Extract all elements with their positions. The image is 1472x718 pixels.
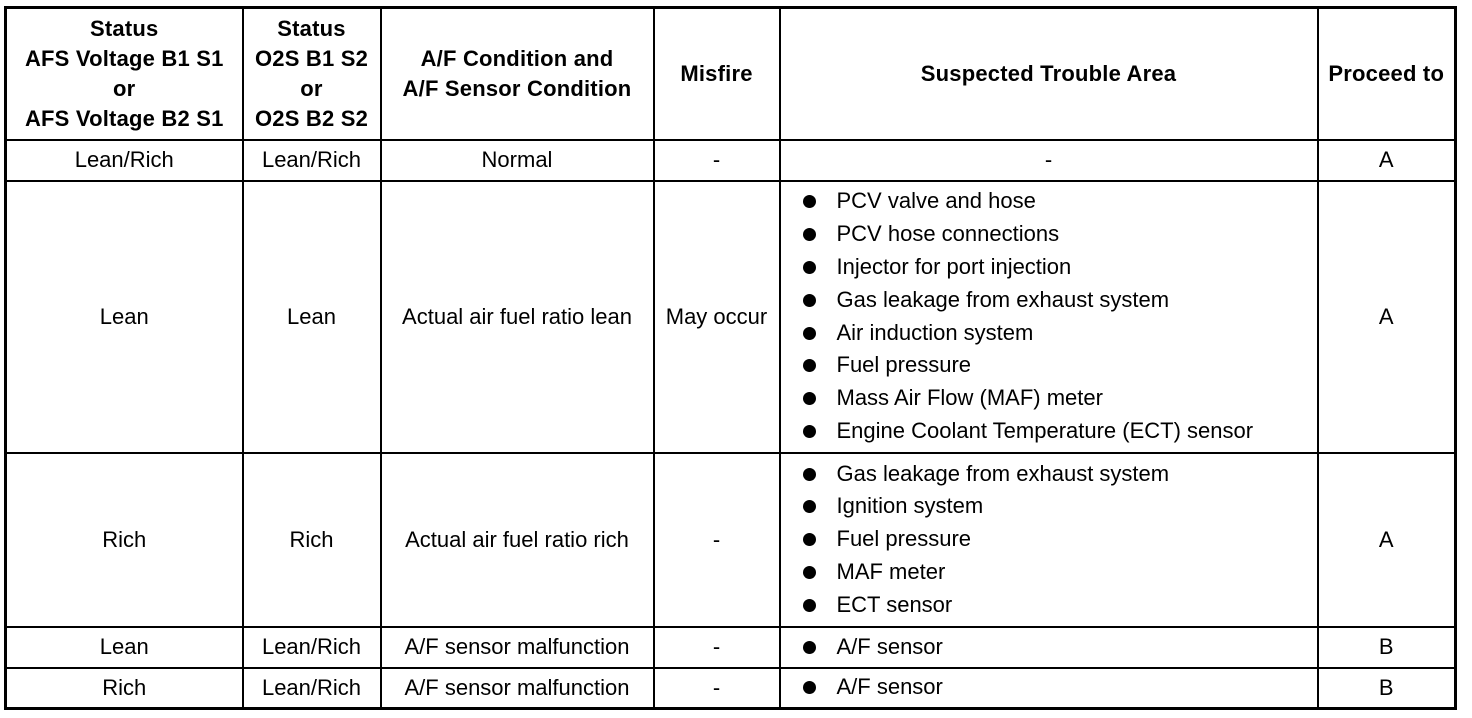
header-misfire: Misfire xyxy=(654,8,780,140)
bullet-icon xyxy=(803,294,816,307)
cell-condition: Actual air fuel ratio lean xyxy=(381,181,654,453)
cell-trouble-area xyxy=(780,627,1318,668)
cell-afs: Rich xyxy=(6,668,243,709)
trouble-item-label: ECT sensor xyxy=(836,591,953,617)
trouble-item-label: Gas leakage from exhaust system xyxy=(836,286,1170,312)
cell-condition: A/F sensor malfunction xyxy=(381,627,654,668)
trouble-item xyxy=(803,284,1313,317)
trouble-item-label: Fuel pressure xyxy=(836,526,972,552)
cell-afs: Rich xyxy=(6,453,243,627)
trouble-item xyxy=(803,671,1313,704)
trouble-item xyxy=(803,631,1313,664)
trouble-list xyxy=(803,631,1313,664)
trouble-item xyxy=(803,185,1313,218)
header-o2s: Status O2S B1 S2 or O2S B2 S2 xyxy=(243,8,381,140)
cell-o2s: Lean xyxy=(243,181,381,453)
cell-afs: Lean/Rich xyxy=(6,140,243,181)
trouble-list xyxy=(803,671,1313,704)
cell-proceed: B xyxy=(1318,627,1456,668)
bullet-icon xyxy=(803,641,816,654)
trouble-table-wrapper xyxy=(4,6,1457,710)
trouble-item xyxy=(803,251,1313,284)
bullet-icon xyxy=(803,468,816,481)
trouble-item xyxy=(803,589,1313,622)
cell-proceed: B xyxy=(1318,668,1456,709)
trouble-item-label: Engine Coolant Temperature (ECT) sensor xyxy=(836,417,1254,443)
trouble-item xyxy=(803,490,1313,523)
trouble-item-label: PCV hose connections xyxy=(836,221,1060,247)
cell-trouble-area xyxy=(780,668,1318,709)
cell-misfire: - xyxy=(654,140,780,181)
trouble-item-label: Air induction system xyxy=(836,319,1034,345)
bullet-icon xyxy=(803,392,816,405)
trouble-item xyxy=(803,458,1313,491)
header-afs-voltage: Status AFS Voltage B1 S1 or AFS Voltage B2 S1 xyxy=(6,8,243,140)
cell-afs: Lean xyxy=(6,181,243,453)
bullet-icon xyxy=(803,327,816,340)
table-row xyxy=(6,668,1456,709)
table-row xyxy=(6,453,1456,627)
bullet-icon xyxy=(803,681,816,694)
trouble-item-label: Gas leakage from exhaust system xyxy=(836,460,1170,486)
trouble-item xyxy=(803,218,1313,251)
bullet-icon xyxy=(803,228,816,241)
header-proceed-to: Proceed to xyxy=(1318,8,1456,140)
trouble-item-label: Injector for port injection xyxy=(836,253,1072,279)
bullet-icon xyxy=(803,500,816,513)
cell-condition: Actual air fuel ratio rich xyxy=(381,453,654,627)
trouble-item-label: Mass Air Flow (MAF) meter xyxy=(836,385,1103,411)
header-row xyxy=(6,8,1456,140)
bullet-icon xyxy=(803,599,816,612)
cell-o2s: Lean/Rich xyxy=(243,668,381,709)
bullet-icon xyxy=(803,566,816,579)
cell-afs: Lean xyxy=(6,627,243,668)
bullet-icon xyxy=(803,261,816,274)
cell-proceed: A xyxy=(1318,453,1456,627)
trouble-item xyxy=(803,382,1313,415)
trouble-item-label: A/F sensor xyxy=(836,674,943,700)
cell-trouble-area xyxy=(780,453,1318,627)
trouble-item-label: MAF meter xyxy=(836,558,946,584)
trouble-item xyxy=(803,523,1313,556)
trouble-item xyxy=(803,415,1313,448)
cell-misfire: - xyxy=(654,668,780,709)
header-af-condition: A/F Condition and A/F Sensor Condition xyxy=(381,8,654,140)
bullet-icon xyxy=(803,425,816,438)
bullet-icon xyxy=(803,359,816,372)
cell-trouble-area xyxy=(780,181,1318,453)
cell-condition: Normal xyxy=(381,140,654,181)
cell-o2s: Lean/Rich xyxy=(243,627,381,668)
trouble-item xyxy=(803,556,1313,589)
table-row xyxy=(6,140,1456,181)
trouble-item xyxy=(803,317,1313,350)
trouble-item-label: PCV valve and hose xyxy=(836,188,1036,214)
trouble-list xyxy=(803,458,1313,622)
cell-proceed: A xyxy=(1318,181,1456,453)
cell-o2s: Lean/Rich xyxy=(243,140,381,181)
bullet-icon xyxy=(803,195,816,208)
trouble-item xyxy=(803,349,1313,382)
cell-trouble-area: - xyxy=(780,140,1318,181)
cell-o2s: Rich xyxy=(243,453,381,627)
table-row xyxy=(6,181,1456,453)
cell-misfire: - xyxy=(654,453,780,627)
cell-proceed: A xyxy=(1318,140,1456,181)
cell-condition: A/F sensor malfunction xyxy=(381,668,654,709)
cell-misfire: May occur xyxy=(654,181,780,453)
trouble-item-label: Ignition system xyxy=(836,493,984,519)
header-suspected-trouble-area: Suspected Trouble Area xyxy=(780,8,1318,140)
diagnostic-table xyxy=(4,6,1457,710)
trouble-list xyxy=(803,185,1313,447)
table-row xyxy=(6,627,1456,668)
trouble-item-label: Fuel pressure xyxy=(836,352,972,378)
trouble-item-label: A/F sensor xyxy=(836,633,943,659)
bullet-icon xyxy=(803,533,816,546)
cell-misfire: - xyxy=(654,627,780,668)
